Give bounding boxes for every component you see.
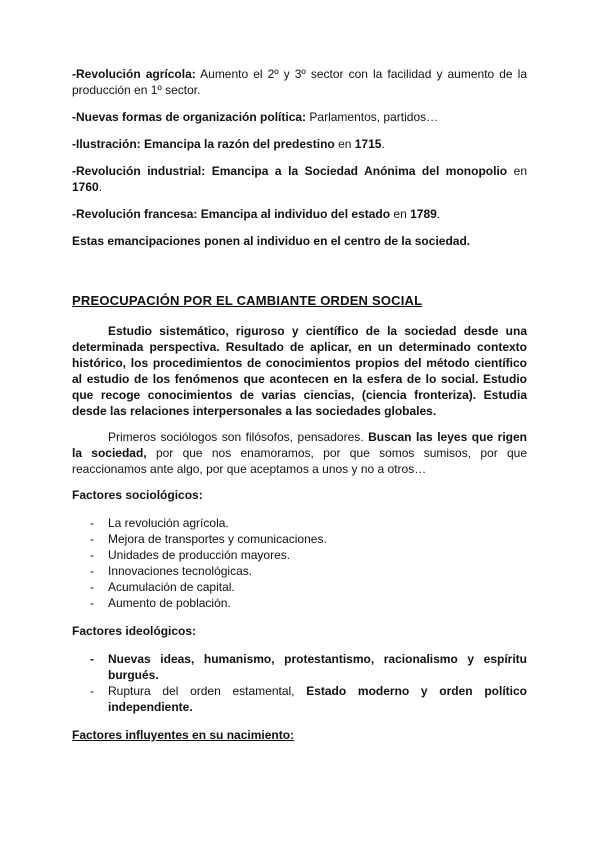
text: Parlamentos, partidos… xyxy=(306,110,439,124)
bold-text: Buscan las leyes que rigen la sociedad, xyxy=(72,430,527,460)
year: 1715 xyxy=(354,137,382,151)
year: 1760 xyxy=(72,180,99,194)
list-item-text: La revolución agrícola. xyxy=(108,516,229,530)
year: 1789 xyxy=(410,207,437,221)
list-item xyxy=(72,531,527,547)
list-item xyxy=(72,579,527,595)
tail: . xyxy=(436,207,441,221)
text: Aumento el 2º y 3º sector con la facilidad y aumento de la producción en 1º sector. xyxy=(72,67,527,97)
section-title: PREOCUPACIÓN POR EL CAMBIANTE ORDEN SOCIAL xyxy=(72,293,423,308)
text: en xyxy=(390,207,411,221)
dash-bullet: - xyxy=(90,596,94,610)
list-item-text: Unidades de producción mayores. xyxy=(108,548,291,562)
sociological-factors-heading: Factores sociológicos: xyxy=(72,488,203,502)
intro-item-political xyxy=(72,109,527,125)
dash-bullet: - xyxy=(90,580,94,594)
list-item-text: Acumulación de capital. xyxy=(108,580,235,594)
dash-bullet: - xyxy=(90,564,94,578)
text: en xyxy=(507,164,527,178)
definition-paragraph: Estudio sistemático, riguroso y científico de la sociedad desde una determinada perspectiva. Resultado de aplicar, en un determinado contexto histórico, los procedimientos de conocimientos propios del método científico al estudio de los fenómenos que acontecen en la esfera de lo social. Estudio que recoge conocimientos de varias ciencias, (ciencia fronteriza). Estudia desde las relaciones interpersonales a las sociedades globales. xyxy=(72,324,527,418)
list-item xyxy=(72,595,527,611)
list-item-text: Nuevas ideas, humanismo, protestantismo, racionalismo y espíritu burgués. xyxy=(108,652,527,682)
dash-bullet: - xyxy=(90,548,94,562)
intro-item-enlightenment xyxy=(72,136,527,152)
dash-bullet: - xyxy=(90,652,94,666)
term: -Ilustración: Emancipa la razón del predestino xyxy=(72,137,335,151)
list-item-text: Mejora de transportes y comunicaciones. xyxy=(108,532,327,546)
text: Primeros sociólogos son filósofos, pensadores. xyxy=(108,430,369,444)
list-item xyxy=(72,683,527,715)
dash-bullet: - xyxy=(90,516,94,530)
ideological-factors-list xyxy=(72,651,527,715)
sociological-factors-list xyxy=(72,515,527,611)
tail: . xyxy=(381,137,385,151)
intro-item-french xyxy=(72,206,527,222)
tail: . xyxy=(98,180,103,194)
list-item-text: Innovaciones tecnológicas. xyxy=(108,564,253,578)
term: -Revolución agrícola: xyxy=(72,67,196,81)
list-item-text: Aumento de población. xyxy=(108,596,231,610)
term: -Revolución francesa: Emancipa al individuo del estado xyxy=(72,207,391,221)
intro-item-agricultural xyxy=(72,66,527,98)
list-item-bold-text: Estado moderno y orden político independiente. xyxy=(108,684,527,714)
list-item xyxy=(72,515,527,531)
ideological-factors-heading: Factores ideológicos: xyxy=(72,624,197,638)
dash-bullet: - xyxy=(90,532,94,546)
list-item xyxy=(72,563,527,579)
text: por que nos enamoramos, por que somos sumisos, por que reaccionamos ante algo, por que aceptamos a unos y no a otros… xyxy=(72,446,527,476)
dash-bullet: - xyxy=(90,684,94,698)
term: -Revolución industrial: Emancipa a la Sociedad Anónima del monopolio xyxy=(72,164,508,178)
list-item xyxy=(72,651,527,683)
intro-item-industrial xyxy=(72,163,527,195)
list-item xyxy=(72,547,527,563)
term: -Nuevas formas de organización política: xyxy=(72,110,307,124)
text: en xyxy=(334,137,355,151)
document-page xyxy=(72,66,527,755)
influencing-factors-heading: Factores influyentes en su nacimiento: xyxy=(72,728,295,742)
intro-conclusion: Estas emancipaciones ponen al individuo en el centro de la sociedad. xyxy=(72,234,471,248)
list-item-text: Ruptura del orden estamental, xyxy=(108,684,307,698)
first-sociologists-paragraph xyxy=(72,429,527,477)
